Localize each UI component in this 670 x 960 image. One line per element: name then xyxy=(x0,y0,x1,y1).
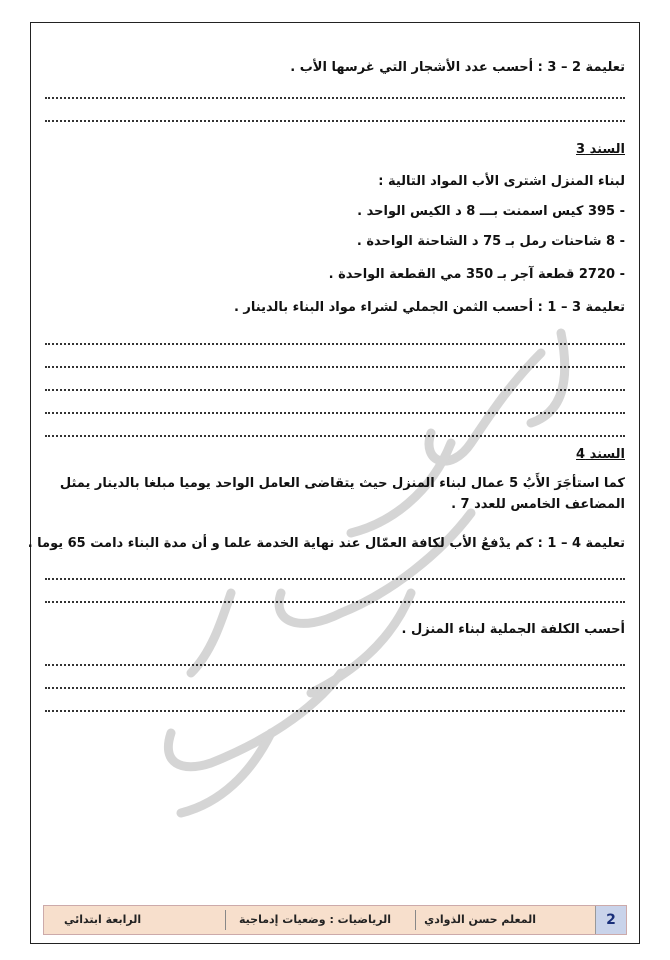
answer-line xyxy=(45,389,625,391)
footer-divider xyxy=(415,910,416,930)
material-item: - 8 شاحنات رمل بـ 75 د الشاحنة الواحدة . xyxy=(356,234,625,249)
footer-subject: الرياضيات : وضعيات إدماجية xyxy=(239,913,391,926)
section-4-text: كما استأجَرَ الأَبُ 5 عمال لبناء المنزل حيث يتقاضى العامل الواحد يوميا مبلغا بالدينار يمثل المضاعف الخامس للعدد 7 . xyxy=(59,476,625,512)
answer-line xyxy=(45,412,625,414)
answer-line xyxy=(45,366,625,368)
answer-line xyxy=(45,435,625,437)
instruction-4-1: تعليمة 4 – 1 : كم يدْفعُ الأب لكافة العمّال عند نهاية الخدمة علما و أن مدة البناء دامت 65 يوما . xyxy=(27,536,625,551)
instruction-3-1: تعليمة 3 – 1 : أحسب الثمن الجملي لشراء مواد البناء بالدينار . xyxy=(233,300,625,315)
page-footer xyxy=(43,905,627,935)
footer-teacher: المعلم حسن الذوادي xyxy=(424,913,536,926)
answer-line xyxy=(45,343,625,345)
answer-line xyxy=(45,97,625,99)
section-4-title: السند 4 xyxy=(576,447,625,462)
instruction-2-3: تعليمة 2 – 3 : أحسب عدد الأشجار التي غرسها الأب . xyxy=(290,60,625,75)
material-item: - 2720 قطعة آجر بـ 350 مي القطعة الواحدة . xyxy=(328,267,625,282)
page-number: 2 xyxy=(595,906,626,934)
worksheet-page xyxy=(27,22,640,944)
material-item: - 395 كيس اسمنت بـــ 8 د الكيس الواحد . xyxy=(357,204,625,219)
answer-line xyxy=(45,664,625,666)
answer-line xyxy=(45,120,625,122)
answer-line xyxy=(45,601,625,603)
answer-line xyxy=(45,687,625,689)
worksheet-content xyxy=(27,23,625,943)
section-3-intro: لبناء المنزل اشترى الأب المواد التالية : xyxy=(378,174,625,189)
final-question: أحسب الكلفة الجملية لبناء المنزل . xyxy=(401,622,625,637)
section-3-title: السند 3 xyxy=(576,142,625,157)
footer-grade: الرابعة ابتدائي xyxy=(64,913,142,926)
answer-line xyxy=(45,710,625,712)
footer-divider xyxy=(225,910,226,930)
answer-line xyxy=(45,578,625,580)
